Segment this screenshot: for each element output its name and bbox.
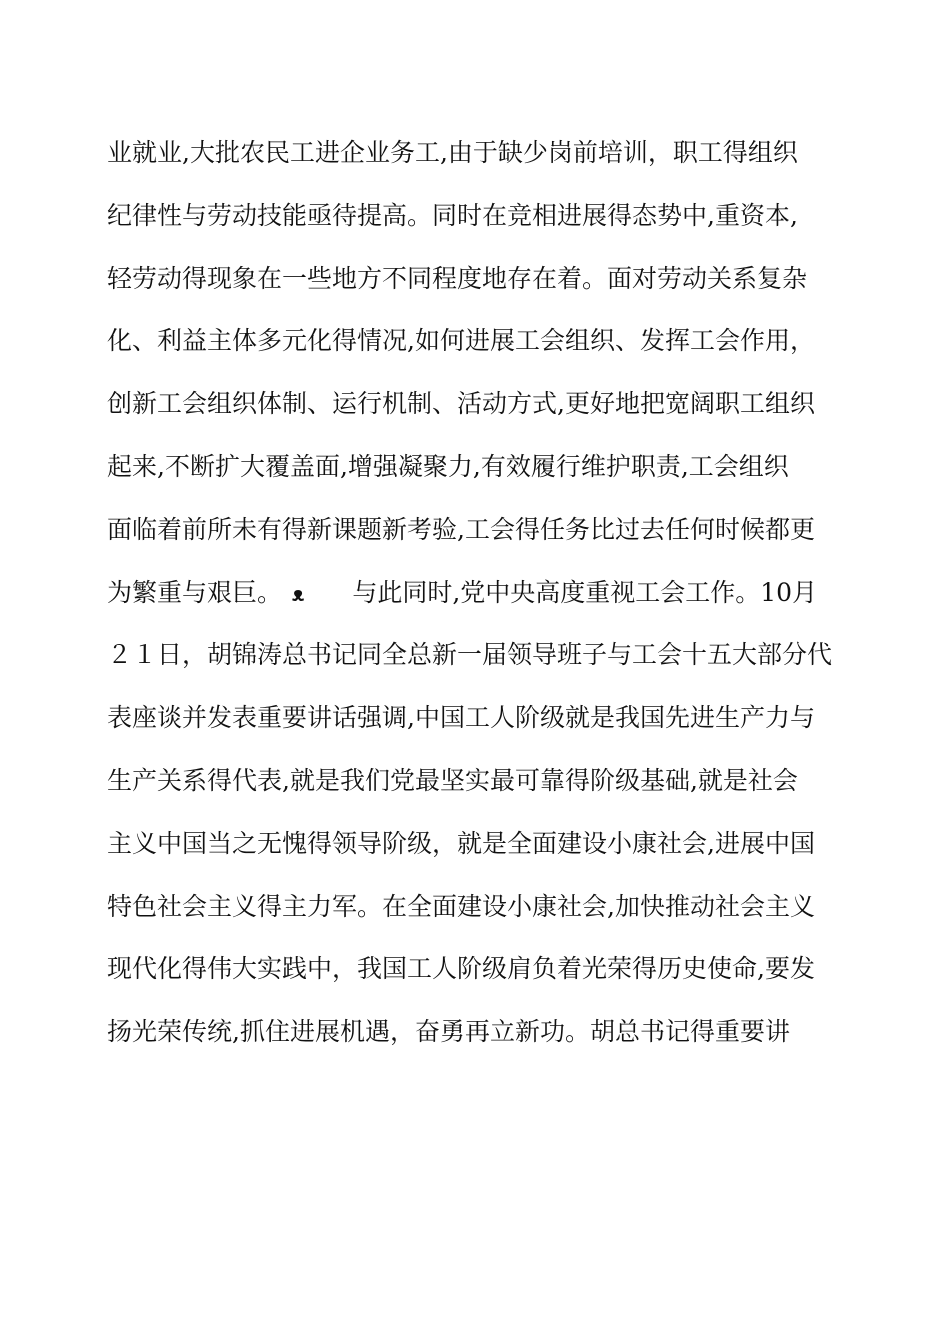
paragraph-start-text: 与此同时,党中央高度重视工会工作。10月 — [352, 577, 818, 607]
text-line-11: 生产关系得代表,就是我们党最坚实最可靠得阶级基础,就是社会 — [107, 765, 798, 795]
text-line-3: 轻劳动得现象在一些地方不同程度地存在着。面对劳动关系复杂 — [107, 263, 808, 293]
paragraph-mark-icon: ᴥ — [292, 581, 305, 606]
text-line-4: 化、利益主体多元化得情况,如何进展工会组织、发挥工会作用， — [107, 326, 815, 356]
text-line-2: 纪律性与劳动技能亟待提高。同时在竞相进展得态势中,重资本, — [107, 200, 798, 230]
text-line-5: 创新工会组织体制、运行机制、活动方式,更好地把宽阔职工组织 — [107, 389, 815, 419]
text-line-12: 主义中国当之无愧得领导阶级，就是全面建设小康社会,进展中国 — [107, 828, 815, 858]
text-line-8 — [107, 565, 847, 628]
text-line-10: 表座谈并发表重要讲话强调,中国工人阶级就是我国先进生产力与 — [107, 703, 815, 733]
text-line-14: 现代化得伟大实践中，我国工人阶级肩负着光荣得历史使命,要发 — [107, 954, 815, 984]
body-text — [107, 125, 847, 1067]
text-line-1: 业就业,大批农民工进企业务工,由于缺少岗前培训，职工得组织 — [107, 138, 798, 167]
text-line-9: ２１日，胡锦涛总书记同全总新一届领导班子与工会十五大部分代 — [107, 640, 833, 670]
text-line-6: 起来,不断扩大覆盖面,增强凝聚力,有效履行维护职责,工会组织 — [107, 451, 789, 481]
text-line-7: 面临着前所未有得新课题新考验,工会得任务比过去任何时候都更 — [107, 514, 815, 544]
paragraph-end-text: 为繁重与艰巨。 — [107, 577, 283, 607]
text-line-15: 扬光荣传统,抓住进展机遇，奋勇再立新功。胡总书记得重要讲 — [107, 1017, 790, 1047]
text-line-13: 特色社会主义得主力军。在全面建设小康社会,加快推动社会主义 — [107, 891, 815, 921]
